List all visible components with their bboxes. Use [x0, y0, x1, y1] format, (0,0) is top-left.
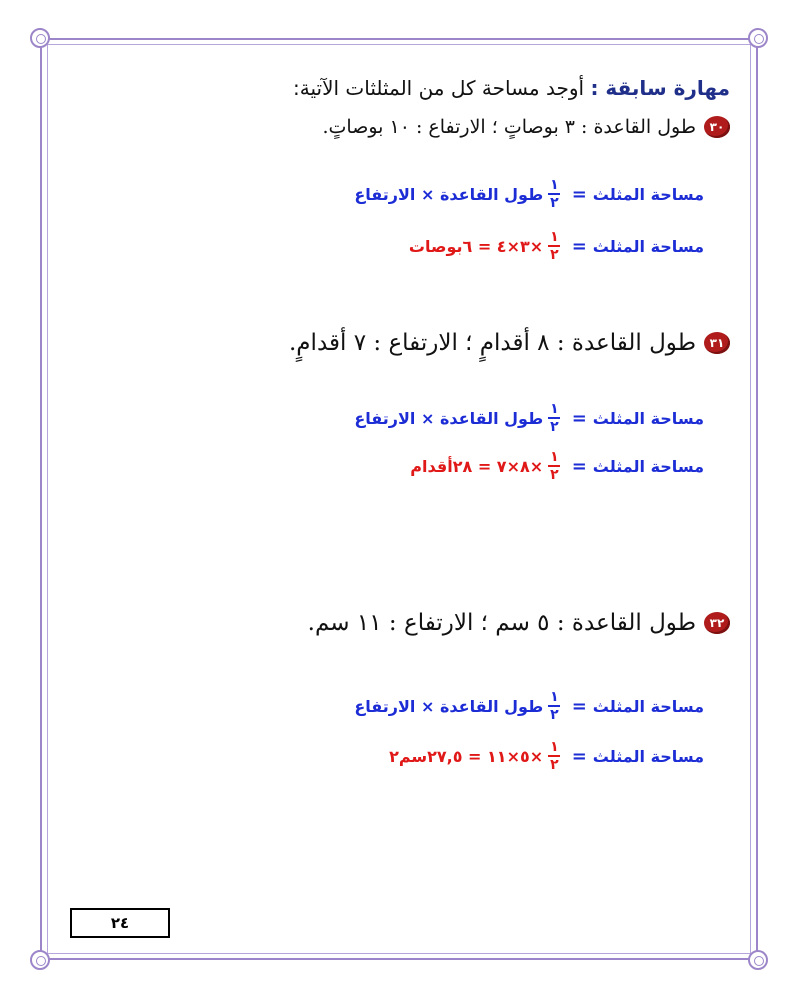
problem-number-badge: ٣٢: [704, 612, 730, 634]
fraction-numerator: ١: [550, 401, 559, 417]
problem-32: [308, 610, 730, 636]
fraction-denominator: ٢: [550, 467, 559, 483]
problem-statement: طول القاعدة : ٥ سم ؛ الارتفاع : ١١ سم.: [307, 610, 696, 636]
problem-statement: طول القاعدة : ٣ بوصاتٍ ؛ الارتفاع : ١٠ بوصاتٍ.: [322, 116, 696, 138]
heading-text: أوجد مساحة كل من المثلثات الآتية:: [293, 76, 585, 100]
fraction-denominator: ٢: [550, 195, 559, 211]
problem-30: [322, 116, 730, 138]
fraction-half: [548, 450, 561, 482]
fraction-numerator: ١: [550, 177, 559, 193]
corner-ornament-top-right: [748, 28, 768, 48]
fraction-denominator: ٢: [550, 419, 559, 435]
fraction-numerator: ١: [550, 739, 559, 755]
problem-30-formula: [354, 178, 704, 210]
fraction-half: [548, 230, 561, 262]
fraction-denominator: ٢: [550, 707, 559, 723]
corner-ornament-bottom-left: [30, 950, 50, 970]
fraction-half: [548, 178, 561, 210]
solution-lhs: مساحة المثلث: [592, 456, 704, 476]
problem-statement: طول القاعدة : ٨ أقدامٍ ؛ الارتفاع : ٧ أقدامٍ.: [289, 330, 696, 356]
equals-sign: =: [571, 745, 587, 767]
solution-rhs: ×٨×٧ = ٢٨أقدام: [410, 456, 544, 476]
problem-30-solution: [409, 230, 704, 262]
problem-number-badge: ٣٠: [704, 116, 730, 138]
problem-32-formula: [354, 690, 704, 722]
problem-31: [289, 330, 730, 356]
formula-lhs: مساحة المثلث: [592, 184, 704, 204]
fraction-half: [548, 402, 561, 434]
fraction-denominator: ٢: [550, 247, 559, 263]
equals-sign: =: [571, 455, 587, 477]
problem-number-badge: ٣١: [704, 332, 730, 354]
formula-rhs: طول القاعدة × الارتفاع: [354, 408, 544, 428]
fraction-numerator: ١: [550, 449, 559, 465]
corner-ornament-bottom-right: [748, 950, 768, 970]
fraction-denominator: ٢: [550, 757, 559, 773]
problem-31-formula: [354, 402, 704, 434]
formula-lhs: مساحة المثلث: [592, 408, 704, 428]
solution-lhs: مساحة المثلث: [592, 236, 704, 256]
solution-rhs: ×٥×١١ = ٢٧,٥سم٢: [389, 746, 544, 766]
fraction-numerator: ١: [550, 229, 559, 245]
heading-label: مهارة سابقة :: [590, 76, 730, 100]
equals-sign: =: [571, 695, 587, 717]
page-number-box: [70, 908, 170, 938]
equals-sign: =: [571, 235, 587, 257]
problem-31-solution: [410, 450, 704, 482]
fraction-half: [548, 740, 561, 772]
solution-lhs: مساحة المثلث: [592, 746, 704, 766]
corner-ornament-top-left: [30, 28, 50, 48]
formula-rhs: طول القاعدة × الارتفاع: [354, 696, 544, 716]
formula-lhs: مساحة المثلث: [592, 696, 704, 716]
fraction-half: [548, 690, 561, 722]
section-heading: [293, 76, 730, 100]
equals-sign: =: [571, 407, 587, 429]
page-number: ٢٤: [110, 914, 130, 932]
solution-rhs: ×٣×٤ = ٦بوصات: [408, 236, 544, 256]
problem-32-solution: [389, 740, 704, 772]
equals-sign: =: [571, 183, 587, 205]
formula-rhs: طول القاعدة × الارتفاع: [354, 184, 544, 204]
fraction-numerator: ١: [550, 689, 559, 705]
